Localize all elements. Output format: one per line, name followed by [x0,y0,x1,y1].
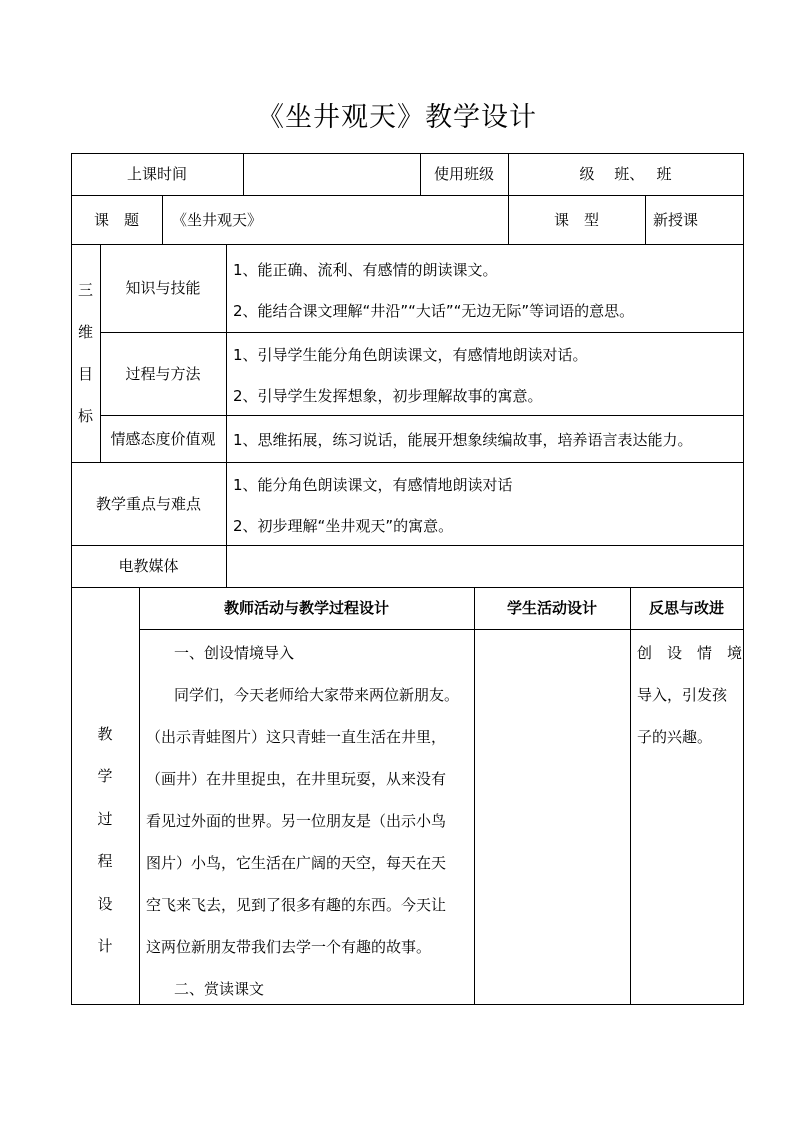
media-label: 电教媒体 [118,557,179,575]
process-label-char: 过 [97,809,113,828]
process-label-char: 程 [97,852,113,870]
knowledge-item: 1、能正确、流利、有感情的朗读课文。 [233,261,498,279]
key-point-item: 1、能分角色朗读课文，有感情地朗读对话 [233,476,513,494]
reflection-line: 创 设 情 境 [637,644,743,662]
class-group-value: 级 班、 班 [579,165,672,183]
process-label-char: 计 [97,937,113,955]
lesson-type-label: 课 型 [553,210,599,229]
process-item: 2、引导学生发挥想象，初步理解故事的寓意。 [233,387,543,405]
teacher-line: 看见过外面的世界。另一位朋友是（出示小鸟 [146,812,447,830]
emotion-values-label: 情感态度价值观 [110,429,216,448]
process-side-label [71,710,139,970]
process-label-char: 教 [97,724,113,743]
teacher-line: 图片）小鸟，它生活在广阔的天空，每天在天 [146,854,447,872]
grid-line [139,629,744,630]
process-methods-label: 过程与方法 [125,364,201,383]
class-time-value [243,153,420,195]
grid-line [645,195,646,244]
knowledge-skills-label: 知识与技能 [125,279,201,297]
reflection-line: 导入，引发孩 [637,686,728,704]
grid-line [743,153,744,1005]
goals-label-char: 维 [77,323,93,341]
teacher-line: 一、创设情境导入 [174,644,295,662]
page-title: 《坐井观天》教学设计 [257,102,537,133]
grid-line [630,587,631,1005]
class-group-label: 使用班级 [433,165,494,183]
topic-value: 《坐井观天》 [172,211,263,229]
key-point-item: 2、初步理解“坐井观天”的寓意。 [233,517,454,535]
student-activity-header: 学生活动设计 [506,599,597,617]
teacher-activity-header: 教师活动与教学过程设计 [223,599,389,617]
teacher-line: 同学们，今天老师给大家带来两位新朋友。 [174,686,460,704]
process-label-char: 设 [97,894,113,913]
key-points-label: 教学重点与难点 [95,494,201,513]
grid-line [162,195,163,244]
grid-line [139,587,140,1005]
teacher-line: （画井）在井里捉虫，在井里玩耍，从来没有 [146,770,447,788]
media-value [233,556,733,576]
teacher-line: （出示青蛙图片）这只青蛙一直生活在井里， [146,728,447,746]
knowledge-item: 2、能结合课文理解“井沿”“大话”“无边无际”等词语的意思。 [233,302,635,320]
goals-group-label [71,260,100,446]
grid-line [474,587,475,1005]
process-item: 1、引导学生能分角色朗读课文，有感情地朗读对话。 [233,346,588,364]
goals-label-char: 标 [77,407,93,425]
grid-line [226,244,227,587]
goals-label-char: 目 [77,365,93,383]
lesson-type-value: 新授课 [653,211,699,229]
grid-line [71,1004,744,1005]
topic-label: 课 题 [93,210,139,229]
goals-label-char: 三 [77,281,93,299]
process-label-char: 学 [97,767,113,785]
reflection-line: 子的兴趣。 [637,728,713,746]
reflection-header: 反思与改进 [648,599,724,617]
teacher-line: 空飞来飞去，见到了很多有趣的东西。今天让 [146,896,447,914]
class-time-label: 上课时间 [126,165,187,183]
teacher-line: 二、赏读课文 [174,980,265,998]
teacher-line: 这两位新朋友带我们去学一个有趣的故事。 [146,938,432,956]
emotion-item: 1、思维拓展，练习说话，能展开想象续编故事，培养语言表达能力。 [233,431,693,449]
